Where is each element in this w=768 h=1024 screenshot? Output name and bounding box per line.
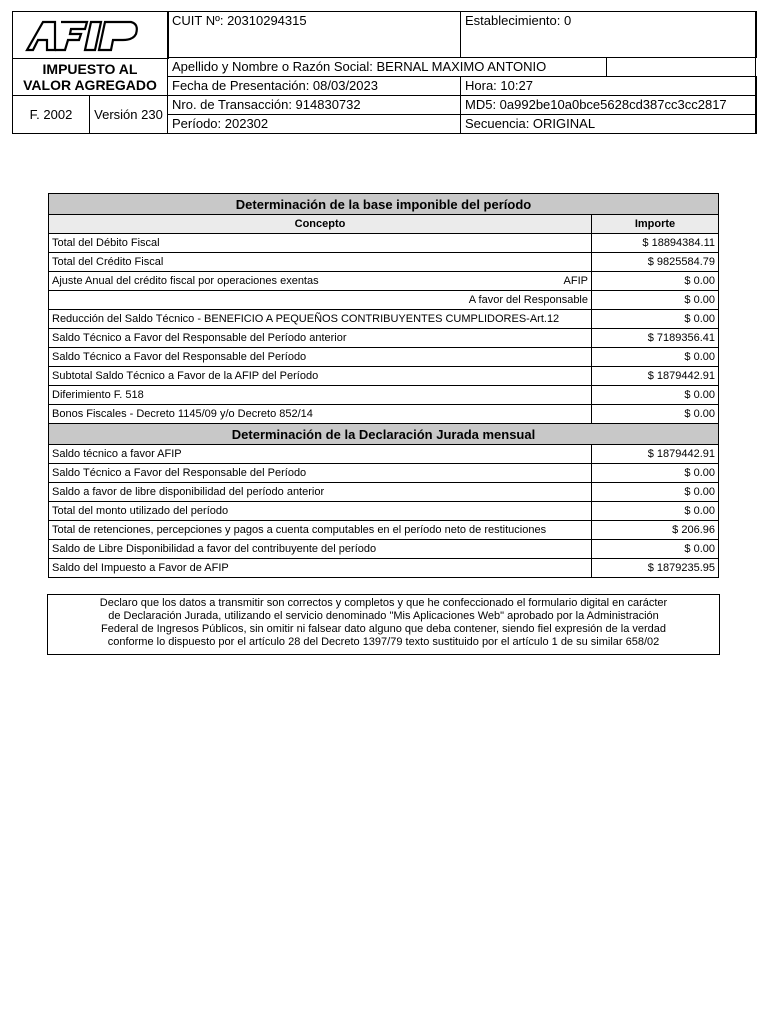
table-row: [49, 521, 719, 540]
row-label: Saldo Técnico a Favor del Responsable del Período anterior: [49, 329, 592, 348]
table-row: [49, 253, 719, 272]
afip-logo-icon: [25, 20, 155, 52]
row-label: Reducción del Saldo Técnico - BENEFICIO A PEQUEÑOS CONTRIBUYENTES CUMPLIDORES-Art.12: [49, 310, 592, 329]
row-amount: $ 0.00: [592, 502, 719, 521]
row-label: Saldo técnico a favor AFIP: [49, 445, 592, 464]
periodo-field: Período: 202302: [167, 114, 461, 134]
table-row: [49, 540, 719, 559]
tax-name-line2: VALOR AGREGADO: [23, 77, 157, 93]
declaration-line: Declaro que los datos a transmitir son correctos y completos y que he confeccionado el formulario digital en carácter: [99, 597, 668, 609]
row-label: Total del monto utilizado del período: [49, 502, 592, 521]
section-title-base: Determinación de la base imponible del período: [49, 194, 719, 215]
row-amount: $ 0.00: [592, 310, 719, 329]
legal-declaration: [47, 594, 720, 655]
tax-name-line1: IMPUESTO AL: [42, 61, 138, 77]
row-label: Total del Crédito Fiscal: [49, 253, 592, 272]
secuencia-field: Secuencia: ORIGINAL: [460, 114, 757, 134]
row-amount: $ 1879442.91: [592, 445, 719, 464]
row-label: [49, 272, 592, 291]
row-amount: $ 1879235.95: [592, 559, 719, 578]
table-row: [49, 291, 719, 310]
afip-logo: [13, 12, 169, 59]
row-amount: $ 0.00: [592, 405, 719, 424]
razon-social-field: Apellido y Nombre o Razón Social: BERNAL MAXIMO ANTONIO: [167, 57, 607, 77]
row-label: Subtotal Saldo Técnico a Favor de la AFIP del Período: [49, 367, 592, 386]
row-label: Saldo Técnico a Favor del Responsable del Período: [49, 464, 592, 483]
table-row: [49, 445, 719, 464]
row-amount: $ 0.00: [592, 483, 719, 502]
row-label: Saldo del Impuesto a Favor de AFIP: [49, 559, 592, 578]
table-row: [49, 559, 719, 578]
hora-field: Hora: 10:27: [460, 76, 757, 96]
tax-name: [13, 58, 168, 96]
declaration-line: de Declaración Jurada, utilizando el servicio denominado "Mis Aplicaciones Web" aprobado por la Administración: [108, 610, 659, 622]
row-amount: $ 9825584.79: [592, 253, 719, 272]
row-label: Saldo de Libre Disponibilidad a favor del contribuyente del período: [49, 540, 592, 559]
transaccion-field: Nro. de Transacción: 914830732: [167, 95, 461, 115]
cuit-field: CUIT Nº: 20310294315: [167, 11, 461, 58]
table-row: [49, 329, 719, 348]
table-row: [49, 348, 719, 367]
table-row: [49, 386, 719, 405]
form-number: F. 2002: [13, 96, 90, 134]
row-amount: $ 0.00: [592, 386, 719, 405]
declaration-line: conforme lo dispuesto por el artículo 28 del Decreto 1397/79 texto sustituido por el artículo 1 de su similar 658/02: [107, 636, 660, 648]
row-amount: $ 0.00: [592, 348, 719, 367]
table-row: [49, 464, 719, 483]
row-label: Diferimiento F. 518: [49, 386, 592, 405]
table-row: [49, 272, 719, 291]
table-row: [49, 234, 719, 253]
table-row: [49, 367, 719, 386]
section-header-ddjj: [49, 424, 719, 445]
column-importe: Importe: [592, 215, 719, 234]
row-label: Bonos Fiscales - Decreto 1145/09 y/o Decreto 852/14: [49, 405, 592, 424]
determination-table: [48, 193, 719, 578]
section-header-base: [49, 194, 719, 215]
table-row: [49, 310, 719, 329]
row-amount: $ 1879442.91: [592, 367, 719, 386]
row-tag: AFIP: [563, 275, 588, 287]
fecha-field: Fecha de Presentación: 08/03/2023: [167, 76, 461, 96]
establecimiento-field: Establecimiento: 0: [460, 11, 757, 58]
row-amount: $ 18894384.11: [592, 234, 719, 253]
row-tag: A favor del Responsable: [49, 291, 592, 310]
row-label: Saldo a favor de libre disponibilidad del período anterior: [49, 483, 592, 502]
table-row: [49, 502, 719, 521]
row-amount: $ 0.00: [592, 291, 719, 310]
form-version: Versión 230: [90, 96, 168, 134]
row-amount: $ 0.00: [592, 540, 719, 559]
row-amount: $ 7189356.41: [592, 329, 719, 348]
row-label: Total del Débito Fiscal: [49, 234, 592, 253]
row-label: Saldo Técnico a Favor del Responsable del Período: [49, 348, 592, 367]
column-header-row: [49, 215, 719, 234]
form-header: [12, 11, 756, 134]
md5-field: MD5: 0a992be10a0bce5628cd387cc3cc2817: [460, 95, 757, 115]
row-amount: $ 0.00: [592, 272, 719, 291]
section-title-ddjj: Determinación de la Declaración Jurada mensual: [49, 424, 719, 445]
row-label-text: Ajuste Anual del crédito fiscal por operaciones exentas: [52, 275, 319, 287]
table-row: [49, 483, 719, 502]
row-amount: $ 206.96: [592, 521, 719, 540]
declaration-line: Federal de Ingresos Públicos, sin omitir ni falsear dato alguno que deba contener, siendo fiel expresión de la verdad: [100, 623, 667, 635]
row-label: Total de retenciones, percepciones y pagos a cuenta computables en el período neto de restituciones: [49, 521, 592, 540]
table-row: [49, 405, 719, 424]
column-concepto: Concepto: [49, 215, 592, 234]
row-amount: $ 0.00: [592, 464, 719, 483]
